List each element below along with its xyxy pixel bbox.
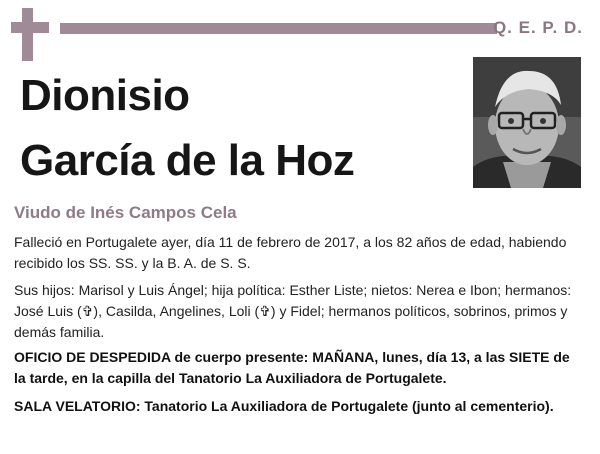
widower-of-line: Viudo de Inés Campos Cela — [14, 203, 237, 222]
funeral-service-paragraph: OFICIO DE DESPEDIDA de cuerpo presente: MAÑANA, lunes, día 13, a las SIETE de la tarde, en la capilla del Tanatorio La Auxiliadora de Portugalete. — [14, 349, 570, 386]
portrait-illustration — [473, 57, 581, 188]
header-rule — [60, 23, 497, 34]
wake-room-paragraph: SALA VELATORIO: Tanatorio La Auxiliadora de Portugalete (junto al cementerio). — [14, 398, 554, 414]
portrait-photo — [473, 57, 581, 188]
deceased-name-surnames: García de la Hoz — [20, 136, 355, 185]
cross-vertical-bar — [22, 8, 33, 61]
cross-horizontal-bar — [11, 22, 49, 33]
qepd-label: Q. E. P. D. — [492, 18, 583, 37]
family-paragraph: Sus hijos: Marisol y Luis Ángel; hija política: Esther Liste; nietos: Nerea e Ibon; hermanos: José Luis (✞), Casilda, Angelines, Loli (✞) y Fidel; hermanos políticos, sobrinos, primos y demás familia. — [14, 282, 572, 340]
deceased-name-first: Dionisio — [20, 71, 190, 120]
death-notice-paragraph: Falleció en Portugalete ayer, día 11 de febrero de 2017, a los 82 años de edad, habiendo recibido los SS. SS. y la B. A. de S. S. — [14, 234, 567, 271]
